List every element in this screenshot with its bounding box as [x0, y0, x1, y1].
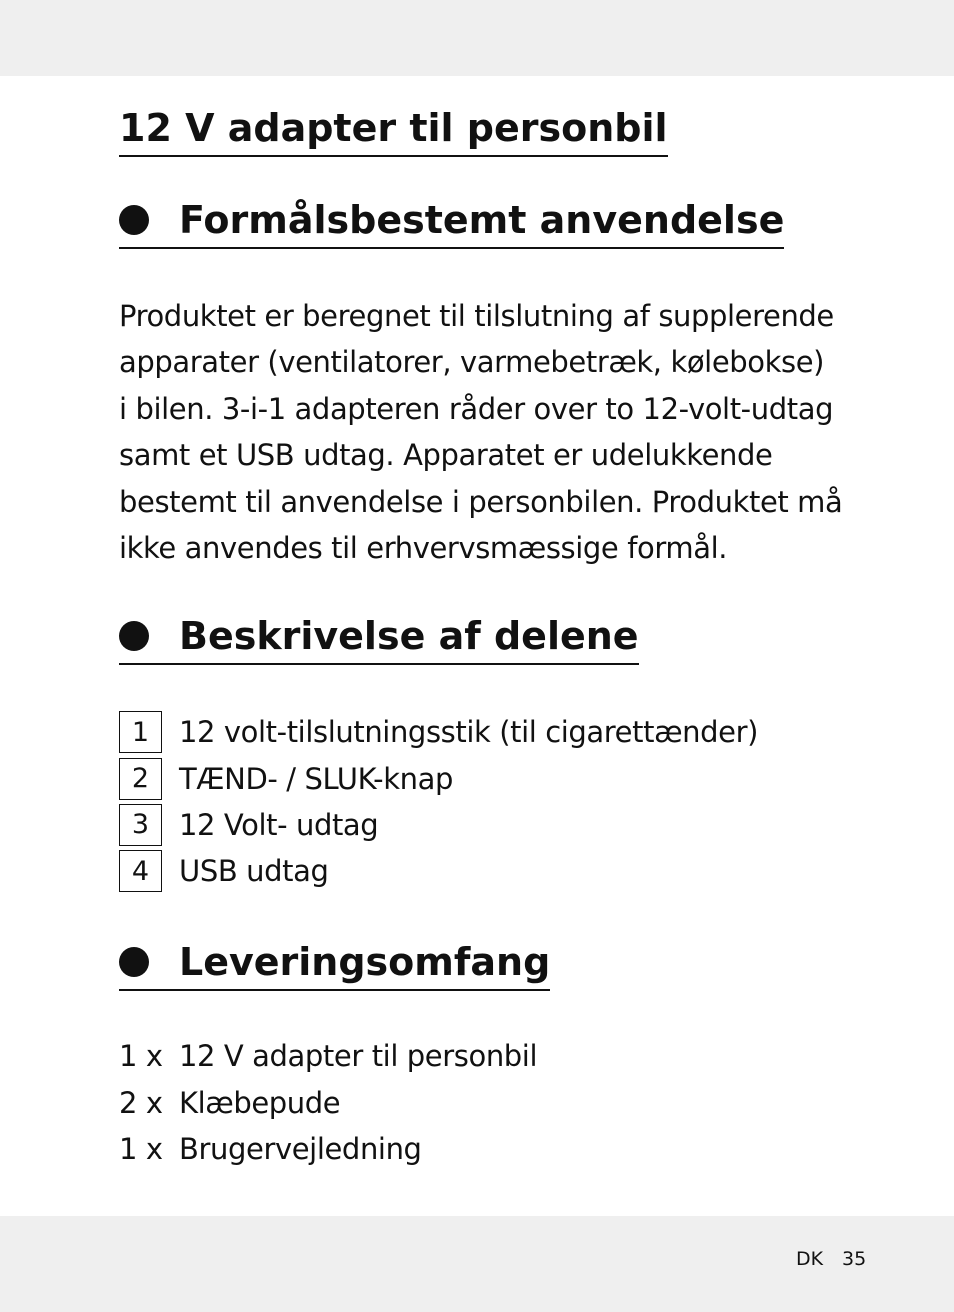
delivery-quantity: 1 x	[119, 1131, 163, 1166]
delivery-item	[119, 1126, 537, 1172]
bullet-icon	[119, 947, 149, 977]
intended-use-paragraph	[119, 293, 843, 571]
delivery-item	[119, 1079, 537, 1125]
bullet-icon	[119, 621, 149, 651]
bullet-icon	[119, 205, 149, 235]
part-item	[119, 848, 758, 894]
part-item	[119, 755, 758, 801]
delivery-label: Klæbepude	[179, 1085, 341, 1120]
paragraph-line: samt et USB udtag. Apparatet er udelukkende	[119, 438, 773, 473]
paragraph-line: ikke anvendes til erhvervsmæssige formål.	[119, 531, 728, 566]
delivery-quantity: 2 x	[119, 1085, 163, 1120]
part-number-box: 4	[119, 850, 162, 892]
delivery-item	[119, 1033, 537, 1079]
delivery-list	[119, 1033, 537, 1172]
parts-list	[119, 709, 758, 895]
section-heading-parts	[119, 612, 639, 665]
section-heading-scope-of-delivery	[119, 938, 550, 991]
part-number-box: 1	[119, 711, 162, 753]
section-heading-text: Beskrivelse af delene	[179, 614, 639, 658]
part-number-box: 3	[119, 804, 162, 846]
paragraph-line: Produktet er beregnet til tilslutning af supplerende	[119, 299, 834, 333]
delivery-label: Brugervejledning	[179, 1131, 422, 1166]
paragraph-line: bestemt til anvendelse i personbilen. Produktet må	[119, 484, 843, 519]
part-item	[119, 802, 758, 848]
page-title: 12 V adapter til personbil	[119, 104, 668, 157]
top-margin-band	[0, 0, 954, 76]
part-item	[119, 709, 758, 755]
section-heading-intended-use	[119, 196, 784, 249]
part-label: TÆND- / SLUK-knap	[179, 761, 453, 796]
footer-language: DK	[796, 1248, 824, 1270]
section-heading-text: Leveringsomfang	[179, 940, 551, 984]
page-number: 35	[842, 1248, 867, 1270]
part-label: USB udtag	[179, 854, 329, 889]
part-number-box: 2	[119, 758, 162, 800]
delivery-quantity: 1 x	[119, 1039, 163, 1074]
delivery-label: 12 V adapter til personbil	[179, 1039, 538, 1074]
section-heading-text: Formålsbestemt anvendelse	[179, 198, 785, 242]
part-label: 12 volt-tilslutningsstik (til cigarettænder)	[179, 715, 759, 750]
part-label: 12 Volt- udtag	[179, 807, 379, 842]
paragraph-line: apparater (ventilatorer, varmebetræk, kølebokse)	[119, 345, 825, 380]
paragraph-line: i bilen. 3-i-1 adapteren råder over to 12-volt-udtag	[119, 391, 834, 426]
